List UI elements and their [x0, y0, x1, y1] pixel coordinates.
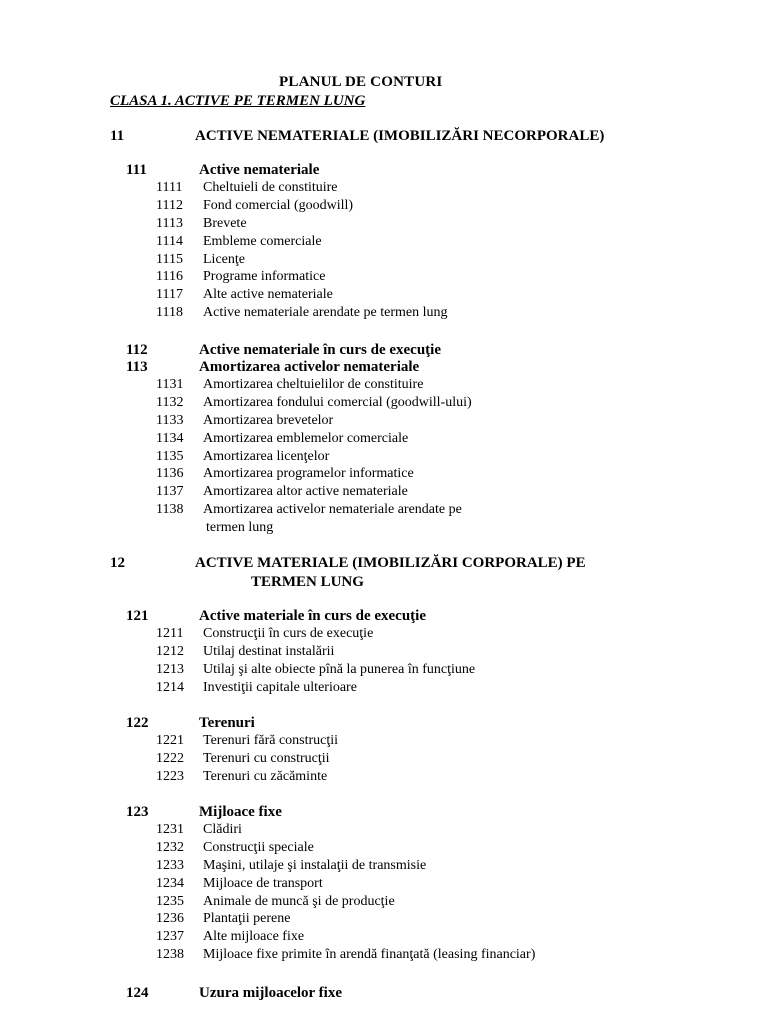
subaccount-code: 1136	[156, 466, 184, 482]
subaccount-title: Animale de muncă şi de producţie	[203, 893, 395, 909]
subaccount-title: Amortizarea cheltuielilor de constituire	[203, 376, 424, 392]
group-code: 11	[110, 128, 125, 144]
account-title: Active materiale în curs de execuţie	[199, 608, 426, 624]
subaccount-title: Utilaj şi alte obiecte pînă la punerea în funcţiune	[203, 661, 476, 677]
subaccount-title: Amortizarea fondului comercial (goodwill-ului)	[203, 394, 472, 410]
subaccount-code: 1222	[156, 750, 184, 766]
account-code: 113	[126, 359, 148, 375]
subaccount-title: Amortizarea programelor informatice	[203, 466, 414, 482]
subaccount-title: Maşini, utilaje şi instalaţii de transmisie	[203, 857, 427, 873]
account-code: 123	[126, 804, 149, 820]
subaccount-title: Terenuri cu zăcăminte	[203, 768, 328, 784]
subaccount-title: Active nemateriale arendate pe termen lung	[203, 305, 448, 321]
subaccount-code: 1131	[156, 376, 184, 392]
subaccount-title: Construcţii speciale	[203, 839, 314, 855]
group-code: 12	[110, 555, 125, 571]
subaccount-title: Clădiri	[203, 821, 242, 837]
subaccount-code: 1134	[156, 430, 184, 446]
account-title: Active nemateriale în curs de execuţie	[199, 342, 441, 358]
subaccount-code: 1138	[156, 502, 184, 518]
subaccount-title: Programe informatice	[203, 269, 326, 285]
subaccount-code: 1117	[156, 287, 183, 303]
subaccount-code: 1214	[156, 679, 184, 695]
subaccount-code: 1232	[156, 839, 184, 855]
subaccount-code: 1234	[156, 875, 184, 891]
document-title: PLANUL DE CONTURI	[279, 74, 443, 90]
subaccount-title: Alte active nemateriale	[203, 287, 333, 303]
subaccount-title: Amortizarea licenţelor	[203, 448, 330, 464]
subaccount-title-continuation: termen lung	[206, 520, 274, 536]
subaccount-code: 1113	[156, 215, 183, 231]
subaccount-title: Terenuri fără construcţii	[203, 732, 339, 748]
class-title: CLASA 1. ACTIVE PE TERMEN LUNG	[110, 93, 366, 109]
subaccount-code: 1238	[156, 947, 184, 963]
account-code: 124	[126, 985, 149, 1001]
subaccount-code: 1115	[156, 251, 183, 267]
subaccount-code: 1111	[156, 179, 183, 195]
subaccount-code: 1213	[156, 661, 184, 677]
subaccount-code: 1133	[156, 412, 184, 428]
account-code: 112	[126, 342, 148, 358]
subaccount-code: 1112	[156, 197, 183, 213]
subaccount-title: Mijloace fixe primite în arendă finanţată (leasing financiar)	[203, 947, 536, 963]
subaccount-code: 1135	[156, 448, 184, 464]
subaccount-title: Construcţii în curs de execuţie	[203, 625, 374, 641]
group-title-continuation: TERMEN LUNG	[251, 573, 364, 590]
subaccount-title: Mijloace de transport	[203, 875, 323, 891]
group-title: ACTIVE NEMATERIALE (IMOBILIZĂRI NECORPORALE)	[195, 128, 605, 144]
subaccount-title: Investiţii capitale ulterioare	[203, 679, 357, 695]
subaccount-code: 1132	[156, 394, 184, 410]
subaccount-code: 1137	[156, 484, 184, 500]
subaccount-title: Cheltuieli de constituire	[203, 179, 338, 195]
subaccount-code: 1223	[156, 768, 184, 784]
subaccount-code: 1211	[156, 625, 184, 641]
account-code: 121	[126, 608, 149, 624]
group-title: ACTIVE MATERIALE (IMOBILIZĂRI CORPORALE) PE	[195, 555, 586, 571]
account-title: Uzura mijloacelor fixe	[199, 985, 343, 1001]
subaccount-title: Embleme comerciale	[203, 233, 322, 249]
subaccount-title: Plantaţii perene	[203, 911, 291, 927]
account-title: Terenuri	[199, 715, 255, 731]
subaccount-title: Amortizarea altor active nemateriale	[203, 484, 408, 500]
account-code: 122	[126, 715, 149, 731]
subaccount-code: 1114	[156, 233, 183, 249]
subaccount-code: 1236	[156, 911, 184, 927]
subaccount-title: Amortizarea activelor nemateriale arendate pe	[203, 502, 462, 518]
account-title: Active nemateriale	[199, 162, 320, 178]
account-title: Amortizarea activelor nemateriale	[199, 359, 420, 375]
subaccount-title: Amortizarea brevetelor	[203, 412, 334, 428]
subaccount-code: 1116	[156, 269, 183, 285]
subaccount-title: Utilaj destinat instalării	[203, 643, 335, 659]
subaccount-title: Terenuri cu construcţii	[203, 750, 330, 766]
subaccount-title: Fond comercial (goodwill)	[203, 197, 354, 213]
subaccount-code: 1235	[156, 893, 184, 909]
account-title: Mijloace fixe	[199, 804, 282, 820]
subaccount-code: 1118	[156, 305, 183, 321]
account-code: 111	[126, 162, 147, 178]
subaccount-title: Licenţe	[203, 251, 245, 267]
subaccount-title: Brevete	[203, 215, 247, 231]
subaccount-title: Alte mijloace fixe	[203, 929, 305, 945]
subaccount-code: 1237	[156, 929, 184, 945]
subaccount-code: 1212	[156, 643, 184, 659]
subaccount-code: 1233	[156, 857, 184, 873]
subaccount-title: Amortizarea emblemelor comerciale	[203, 430, 409, 446]
subaccount-code: 1221	[156, 732, 184, 748]
subaccount-code: 1231	[156, 821, 184, 837]
